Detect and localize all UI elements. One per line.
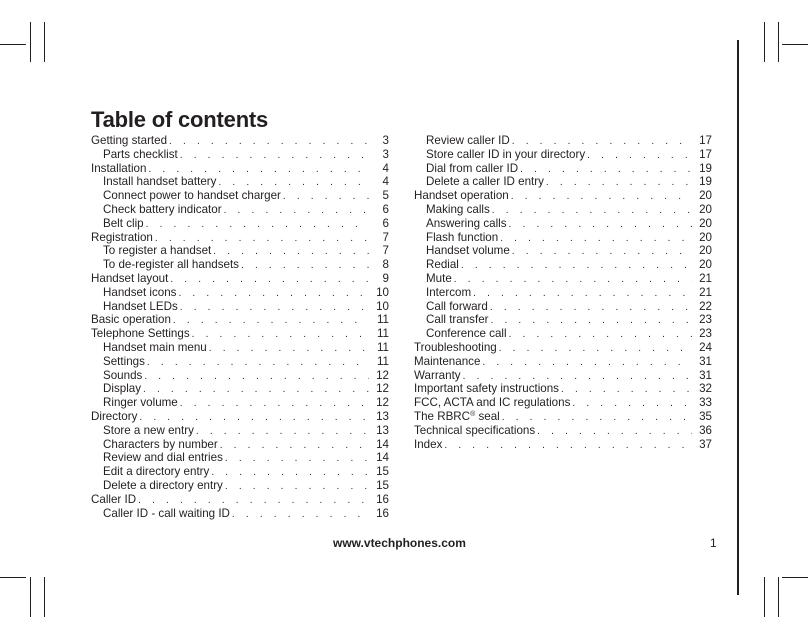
dot-leader <box>225 480 369 493</box>
toc-entry[interactable] <box>414 410 712 424</box>
toc-entry-page: 5 <box>382 189 389 203</box>
toc-entry[interactable] <box>414 203 712 217</box>
toc-entry-title: Review caller ID <box>426 134 510 147</box>
toc-entry-title: Mute <box>426 271 452 285</box>
toc-entry[interactable] <box>91 258 389 272</box>
toc-entry-page: 14 <box>376 437 389 451</box>
toc-entry-title: Belt clip <box>103 216 144 230</box>
toc-entry[interactable] <box>91 203 389 217</box>
toc-entry-page: 19 <box>699 175 712 189</box>
toc-entry-page: 4 <box>382 175 389 189</box>
toc-entry-page: 36 <box>699 423 712 437</box>
toc-entry-page: 12 <box>376 396 389 410</box>
toc-entry[interactable] <box>414 217 712 231</box>
toc-entry[interactable] <box>91 286 389 300</box>
dot-leader <box>546 176 692 189</box>
page-edge-rule <box>737 40 739 595</box>
toc-entry-page: 20 <box>699 189 712 203</box>
dot-leader <box>147 356 369 369</box>
dot-leader <box>180 397 369 410</box>
toc-entry[interactable] <box>414 327 712 341</box>
toc-entry-title: Registration <box>91 230 153 244</box>
toc-entry-title: Flash function <box>426 230 499 244</box>
toc-entry[interactable] <box>91 410 389 424</box>
crop-mark <box>764 577 765 617</box>
toc-entry-page: 11 <box>376 327 389 341</box>
toc-entry-title: Store a new entry <box>103 423 194 437</box>
toc-entry-title: Edit a directory entry <box>103 465 210 479</box>
toc-entry-page: 12 <box>376 382 389 396</box>
toc-entry[interactable] <box>91 438 389 452</box>
toc-entry-page: 22 <box>699 299 712 313</box>
toc-entry-page: 13 <box>376 423 389 437</box>
dot-leader <box>537 425 692 438</box>
toc-entry[interactable] <box>91 424 389 438</box>
toc-entry[interactable] <box>91 244 389 258</box>
dot-leader <box>209 342 369 355</box>
toc-entry[interactable] <box>414 162 712 176</box>
dot-leader <box>213 245 369 258</box>
toc-entry-title: Settings <box>103 354 145 368</box>
dot-leader <box>180 301 369 314</box>
toc-entry-title: Redial <box>426 258 459 272</box>
toc-entry-page: 19 <box>699 161 712 175</box>
toc-entry-title: Dial from caller ID <box>426 161 519 175</box>
toc-entry[interactable] <box>91 175 389 189</box>
toc-entry-title: Installation <box>91 161 147 175</box>
dot-leader <box>192 328 369 341</box>
toc-entry[interactable] <box>414 272 712 286</box>
page-title: Table of contents <box>91 107 269 132</box>
toc-entry-title: Handset main menu <box>103 340 207 354</box>
toc-entry-page: 17 <box>699 134 712 147</box>
footer-url[interactable]: www.vtechphones.com <box>333 536 466 550</box>
toc-entry[interactable] <box>414 189 712 203</box>
dot-leader <box>196 425 369 438</box>
toc-entry-title: Characters by number <box>103 437 218 451</box>
toc-entry-title: Technical specifications <box>414 423 536 437</box>
dot-leader <box>463 370 692 383</box>
dot-leader <box>144 370 369 383</box>
toc-entry[interactable] <box>414 286 712 300</box>
dot-leader <box>220 439 369 452</box>
dot-leader <box>173 314 369 327</box>
dot-leader <box>155 232 369 245</box>
toc-entry-title: Handset LEDs <box>103 299 178 313</box>
toc-entry[interactable] <box>414 396 712 410</box>
toc-entry[interactable] <box>91 148 389 162</box>
toc-entry-title: Install handset battery <box>103 175 217 189</box>
dot-leader <box>225 452 369 465</box>
toc-entry-page: 23 <box>699 327 712 341</box>
toc-entry-title: Store caller ID in your directory <box>426 147 586 161</box>
dot-leader <box>500 232 692 245</box>
toc-entry[interactable] <box>91 313 389 327</box>
dot-leader <box>232 508 369 521</box>
toc-entry-page: 15 <box>376 478 389 492</box>
dot-leader <box>169 135 369 148</box>
toc-entry-title: The RBRC® seal <box>414 409 500 423</box>
toc-entry-title: Call forward <box>426 299 488 313</box>
dot-leader <box>512 135 692 148</box>
toc-entry[interactable] <box>414 258 712 272</box>
toc-entry-page: 11 <box>376 340 389 354</box>
toc-entry-page: 15 <box>376 465 389 479</box>
toc-entry-title: FCC, ACTA and IC regulations <box>414 396 571 410</box>
toc-entry-page: 12 <box>376 368 389 382</box>
toc-entry-page: 10 <box>376 285 389 299</box>
toc-entry[interactable] <box>414 134 712 148</box>
dot-leader <box>482 356 692 369</box>
toc-entry-title: Index <box>414 437 443 451</box>
crop-mark <box>44 22 45 62</box>
toc-entry[interactable] <box>91 369 389 383</box>
toc-entry[interactable] <box>91 355 389 369</box>
toc-entry-title: Getting started <box>91 134 168 147</box>
toc-entry-title: Maintenance <box>414 354 481 368</box>
toc-entry-title: Delete a caller ID entry <box>426 175 544 189</box>
toc-entry-page: 32 <box>699 382 712 396</box>
toc-entry-title: Call transfer <box>426 313 489 327</box>
toc-entry-page: 20 <box>699 244 712 258</box>
dot-leader <box>178 287 369 300</box>
crop-mark <box>764 22 765 62</box>
dot-leader <box>138 494 369 507</box>
toc-entry-title: To de-register all handsets <box>103 258 239 272</box>
toc-entry-title: Review and dial entries <box>103 451 223 465</box>
toc-entry-title: Conference call <box>426 327 507 341</box>
dot-leader <box>509 218 692 231</box>
toc-entry[interactable] <box>414 175 712 189</box>
toc-entry-page: 37 <box>699 437 712 451</box>
toc-entry-page: 6 <box>382 202 389 216</box>
dot-leader <box>170 273 369 286</box>
toc-entry-title: Handset operation <box>414 189 509 203</box>
toc-entry[interactable] <box>91 327 389 341</box>
toc-entry[interactable] <box>414 369 712 383</box>
crop-mark <box>30 577 31 617</box>
toc-entry-title: Connect power to handset charger <box>103 189 281 203</box>
dot-leader <box>520 163 692 176</box>
crop-mark <box>782 577 808 578</box>
toc-entry[interactable] <box>414 382 712 396</box>
crop-mark <box>30 22 31 62</box>
toc-entry-page: 31 <box>699 368 712 382</box>
toc-entry-page: 11 <box>376 354 389 368</box>
dot-leader <box>148 163 369 176</box>
dot-leader <box>454 273 692 286</box>
toc-entry[interactable] <box>91 162 389 176</box>
toc-entry-page: 14 <box>376 451 389 465</box>
toc-entry-page: 4 <box>382 161 389 175</box>
toc-entry-page: 20 <box>699 202 712 216</box>
dot-leader <box>561 383 692 396</box>
toc-entry-page: 10 <box>376 299 389 313</box>
toc-entry-page: 35 <box>699 409 712 423</box>
toc-entry[interactable] <box>414 341 712 355</box>
toc-entry-page: 20 <box>699 230 712 244</box>
toc-entry-title: Check battery indicator <box>103 202 222 216</box>
toc-entry[interactable] <box>91 134 389 148</box>
dot-leader <box>492 204 692 217</box>
toc-entry-page: 7 <box>382 244 389 258</box>
toc-entry-page: 20 <box>699 216 712 230</box>
toc-entry[interactable] <box>414 231 712 245</box>
toc-entry[interactable] <box>91 451 389 465</box>
toc-entry-page: 16 <box>376 492 389 506</box>
toc-entry[interactable] <box>91 300 389 314</box>
toc-entry[interactable] <box>414 355 712 369</box>
dot-leader <box>572 397 692 410</box>
dot-leader <box>509 328 692 341</box>
dot-leader <box>143 383 369 396</box>
dot-leader <box>283 190 369 203</box>
toc-entry[interactable] <box>91 396 389 410</box>
toc-entry[interactable] <box>414 148 712 162</box>
toc-entry-title: Intercom <box>426 285 472 299</box>
crop-mark <box>0 44 26 45</box>
toc-entry-page: 3 <box>382 147 389 161</box>
page-number: 1 <box>710 536 717 550</box>
toc-entry[interactable] <box>414 424 712 438</box>
dot-leader <box>139 411 369 424</box>
toc-entry[interactable] <box>91 231 389 245</box>
dot-leader <box>491 314 693 327</box>
toc-entry-page: 23 <box>699 313 712 327</box>
toc-entry-page: 9 <box>382 271 389 285</box>
toc-entry[interactable] <box>91 507 389 521</box>
toc-entry-page: 21 <box>699 271 712 285</box>
toc-entry-title: Telephone Settings <box>91 327 190 341</box>
dot-leader <box>146 218 369 231</box>
toc-entry-title: Making calls <box>426 202 490 216</box>
dot-leader <box>473 287 692 300</box>
toc-entry-title: Parts checklist <box>103 147 178 161</box>
toc-entry[interactable] <box>414 438 712 452</box>
toc-entry-title: Answering calls <box>426 216 507 230</box>
toc-entry[interactable] <box>91 493 389 507</box>
toc-entry-title: To register a handset <box>103 244 212 258</box>
toc-entry-title: Important safety instructions <box>414 382 559 396</box>
toc-entry-page: 20 <box>699 258 712 272</box>
dot-leader <box>490 301 692 314</box>
toc-left-column <box>91 134 389 520</box>
toc-entry-page: 7 <box>382 230 389 244</box>
toc-entry-page: 13 <box>376 409 389 423</box>
dot-leader <box>211 466 369 479</box>
toc-entry-title: Ringer volume <box>103 396 178 410</box>
dot-leader <box>218 176 369 189</box>
toc-entry-title: Basic operation <box>91 313 171 327</box>
toc-entry-page: 3 <box>382 134 389 147</box>
toc-entry[interactable] <box>91 465 389 479</box>
dot-leader <box>511 190 692 203</box>
toc-entry[interactable] <box>414 244 712 258</box>
toc-right-column <box>414 134 712 451</box>
toc-entry-page: 6 <box>382 216 389 230</box>
toc-entry-title: Handset icons <box>103 285 177 299</box>
dot-leader <box>499 342 692 355</box>
toc-entry[interactable] <box>414 313 712 327</box>
toc-entry-page: 31 <box>699 354 712 368</box>
dot-leader <box>461 259 692 272</box>
toc-entry-title: Sounds <box>103 368 143 382</box>
dot-leader <box>512 245 692 258</box>
toc-entry[interactable] <box>91 341 389 355</box>
toc-entry[interactable] <box>414 300 712 314</box>
crop-mark <box>778 577 779 617</box>
toc-entry[interactable] <box>91 217 389 231</box>
toc-entry-title: Display <box>103 382 142 396</box>
dot-leader <box>587 149 692 162</box>
toc-entry-title: Warranty <box>414 368 461 382</box>
dot-leader <box>502 411 692 424</box>
crop-mark <box>778 22 779 62</box>
toc-entry-page: 21 <box>699 285 712 299</box>
toc-entry[interactable] <box>91 189 389 203</box>
crop-mark <box>782 44 808 45</box>
toc-entry-page: 11 <box>376 313 389 327</box>
toc-entry-page: 17 <box>699 147 712 161</box>
toc-entry[interactable] <box>91 479 389 493</box>
toc-entry-title: Caller ID <box>91 492 137 506</box>
toc-entry-title: Handset layout <box>91 271 169 285</box>
dot-leader <box>224 204 369 217</box>
toc-entry-page: 24 <box>699 340 712 354</box>
toc-entry-page: 8 <box>382 258 389 272</box>
toc-entry-title: Troubleshooting <box>414 340 497 354</box>
toc-entry-title: Directory <box>91 409 138 423</box>
toc-entry[interactable] <box>91 272 389 286</box>
toc-entry[interactable] <box>91 382 389 396</box>
toc-entry-title: Caller ID - call waiting ID <box>103 506 230 520</box>
dot-leader <box>444 439 692 452</box>
toc-entry-title: Delete a directory entry <box>103 478 223 492</box>
dot-leader <box>180 149 369 162</box>
toc-entry-page: 16 <box>376 506 389 520</box>
crop-mark <box>0 577 26 578</box>
crop-mark <box>44 577 45 617</box>
toc-entry-page: 33 <box>699 396 712 410</box>
dot-leader <box>241 259 369 272</box>
toc-entry-title: Handset volume <box>426 244 510 258</box>
